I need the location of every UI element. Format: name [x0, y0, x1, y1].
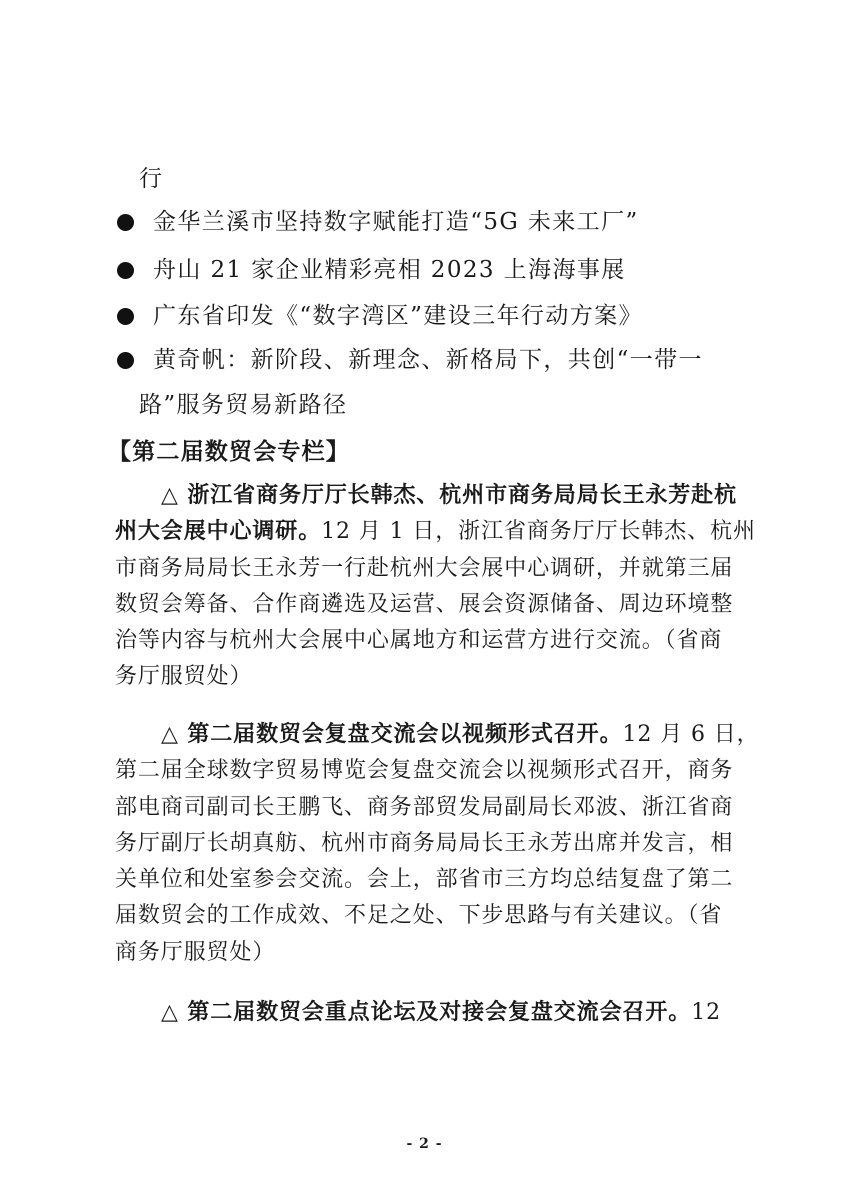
continued-text-fragment: 行 — [139, 166, 164, 192]
paragraph-body-first: 12 — [691, 1000, 721, 1025]
news-paragraph — [115, 478, 756, 696]
page-number: - 2 - — [406, 1136, 443, 1152]
section-title: 【第二届数贸会专栏】 — [108, 439, 350, 465]
paragraph-body-line: 商务厅服贸处） — [115, 939, 276, 965]
bullet-item-text: 金华兰溪市坚持数字赋能打造“5G 未来工厂” — [153, 209, 639, 235]
paragraph-body-line: 市商务局局长王永芳一行赴杭州大会展中心调研，并就第三届 — [115, 555, 734, 581]
bullet-dot-icon — [117, 262, 134, 279]
paragraph-heading: △ 浙江省商务厅厅长韩杰、杭州市商务局局长王永芳赴杭 — [161, 483, 737, 508]
paragraph-body-line: 治等内容与杭州大会展中心属地方和运营方进行交流。（省商 — [115, 628, 723, 654]
paragraph-body-line: 部电商司副司长王鹏飞、商务部贸发局副局长邓波、浙江省商 — [115, 794, 734, 820]
paragraph-body-first: 12 月 1 日，浙江省商务厅厅长韩杰、杭州 — [321, 519, 756, 545]
paragraph-body-line: 关单位和处室参会交流。会上，部省市三方均总结复盘了第二 — [115, 867, 734, 893]
paragraph-body-first: 12 月 6 日， — [622, 722, 760, 747]
paragraph-body-line: 数贸会筹备、合作商遴选及运营、展会资源储备、周边环境整 — [115, 591, 734, 617]
bullet-item-text-continued: 路”服务贸易新路径 — [139, 392, 348, 418]
news-paragraph — [115, 717, 760, 971]
bullet-item-text: 广东省印发《“数字湾区”建设三年行动方案》 — [153, 303, 643, 329]
bullet-dot-icon — [117, 308, 134, 325]
bullet-dot-icon — [117, 352, 134, 369]
bullet-dot-icon — [117, 214, 134, 231]
paragraph-heading: △ 第二届数贸会复盘交流会以视频形式召开。 — [161, 722, 623, 747]
bullet-item-text: 舟山 21 家企业精彩亮相 2023 上海海事展 — [153, 257, 626, 283]
paragraph-body-line: 务厅副厅长胡真舫、杭州市商务局局长王永芳出席并发言，相 — [115, 830, 734, 856]
paragraph-heading: △ 第二届数贸会重点论坛及对接会复盘交流会召开。 — [161, 1000, 692, 1025]
paragraph-body-line: 务厅服贸处） — [115, 664, 253, 690]
paragraph-body-line: 届数贸会的工作成效、不足之处、下步思路与有关建议。（省 — [115, 903, 723, 929]
paragraph-body-line: 第二届全球数字贸易博览会复盘交流会以视频形式召开，商务 — [115, 758, 734, 784]
news-paragraph — [115, 995, 745, 1031]
paragraph-heading-continued: 州大会展中心调研。 — [115, 519, 322, 545]
bullet-item-text: 黄奇帆：新阶段、新理念、新格局下，共创“一带一 — [153, 347, 703, 373]
